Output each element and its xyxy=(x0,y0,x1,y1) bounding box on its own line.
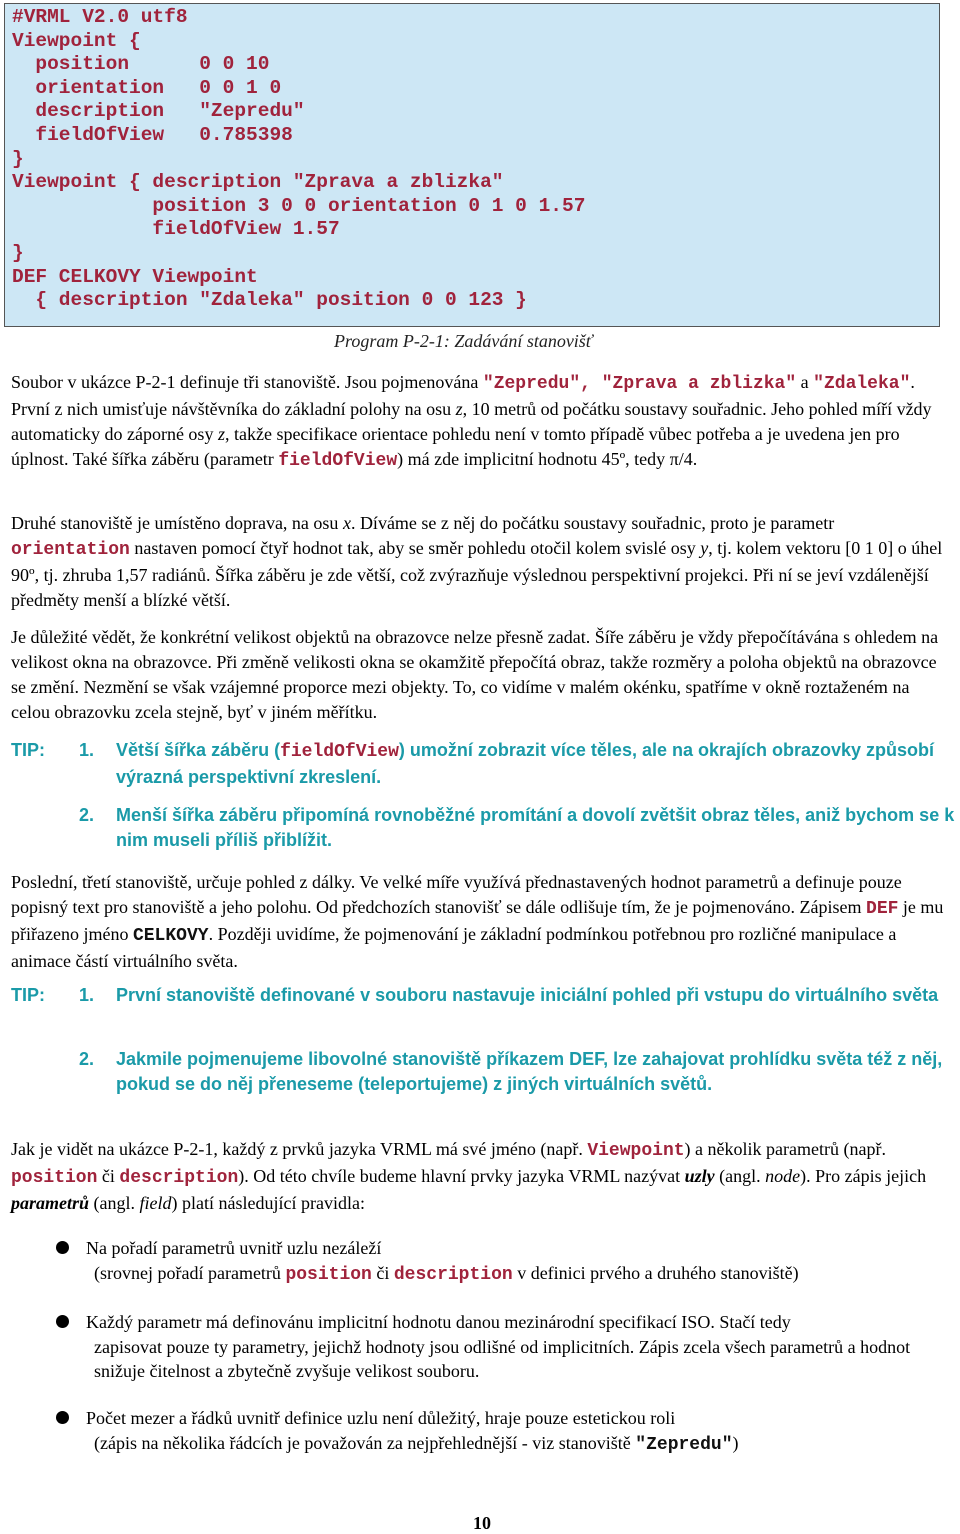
code-line: Viewpoint { xyxy=(12,29,141,52)
code-run: fieldOfView xyxy=(280,742,399,762)
code-run: position xyxy=(11,1168,98,1188)
text-run: ). Od této chvíle budeme hlavní prvky jazyka VRML nazývat xyxy=(238,1166,685,1186)
text-run: Jak je vidět na ukázce P-2-1, každý z prvků jazyka VRML má své jméno (např. xyxy=(11,1139,588,1159)
code-line: { description "Zdaleka" position 0 0 123 } xyxy=(12,289,527,312)
text-run: , tj. kolem vektoru [0 1 0] o úhel 90º, tj. zhruba 1,57 radiánů. Šířka záběru je zde větší, což zvýrazňuje výslednou perspektivní projekci. Při ní se jeví vzdálenější předměty menší a blízké větší. xyxy=(11,538,943,610)
bullet-text: Počet mezer a řádků uvnitř definice uzlu není důležitý, hraje pouze estetickou roli xyxy=(86,1408,676,1428)
code-line: #VRML V2.0 utf8 xyxy=(12,6,188,28)
text-run: (zápis na několika řádcích je považován za nejpřehlednější - viz stanoviště xyxy=(94,1432,636,1453)
code-run: fieldOfView xyxy=(278,451,398,471)
bullet-dot-icon xyxy=(56,1241,69,1254)
text-run: ) platí následující pravidla: xyxy=(171,1193,365,1213)
code-run: Viewpoint xyxy=(587,1141,685,1161)
text-run: či xyxy=(97,1166,120,1186)
code-run: "Zdaleka" xyxy=(813,374,911,394)
text-run: Druhé stanoviště je umístěno doprava, na osu xyxy=(11,513,343,533)
bullet-text-continued xyxy=(94,1431,954,1458)
text-run: , takže specifikace orientace pohledu není v tomto případě vůbec potřeba a je uvedena jen pro úplnost. Také šířka záběru (parametr xyxy=(11,424,900,469)
text-run: je mu přiřazeno jméno xyxy=(11,897,944,944)
tip-text: Menší šířka záběru připomíná rovnoběžné promítání a dovolí zvětšit obraz těles, aniž bychom se k nim museli příliš přiblížit. xyxy=(116,805,955,850)
bold-italic-run: uzly xyxy=(684,1166,715,1186)
code-run: "Zepredu", "Zprava a zblizka" xyxy=(482,374,797,394)
italic-run: y xyxy=(700,538,709,558)
bullet-dot-icon xyxy=(56,1411,69,1424)
tip-label: TIP: xyxy=(11,740,45,760)
tip-text: Jakmile pojmenujeme libovolné stanoviště příkazem DEF, lze zahajovat prohlídku světa též z něj, pokud se do něj přeneseme (teleportujeme) z jiných virtuálních světů. xyxy=(116,1049,943,1094)
tip-number: 1. xyxy=(79,740,95,760)
italic-run: x xyxy=(342,513,351,533)
bold-italic-run: parametrů xyxy=(11,1193,90,1213)
text-run: nastaven pomocí čtyř hodnot tak, aby se směr pohledu otočil kolem svislé osy xyxy=(129,538,701,558)
code-line: description "Zepredu" xyxy=(12,100,305,123)
code-line: orientation 0 0 1 0 xyxy=(12,76,282,99)
code-line: fieldOfView 0.785398 xyxy=(12,123,293,146)
paragraph-viewpoints-intro xyxy=(11,370,951,474)
tip-number: 1. xyxy=(79,985,95,1005)
bullet-text: Každý parametr má definovánu implicitní hodnotu danou mezinárodní specifikací ISO. Stačí tedy xyxy=(86,1312,791,1332)
text-run: (angl. xyxy=(89,1193,140,1213)
italic-run: z xyxy=(455,399,463,419)
italic-run: field xyxy=(139,1193,172,1213)
text-run: ) a několik parametrů (např. xyxy=(684,1139,886,1159)
code-line: fieldOfView 1.57 xyxy=(12,218,340,241)
code-run: CELKOVY xyxy=(132,926,209,946)
text-run: (srovnej pořadí parametrů xyxy=(94,1262,286,1283)
code-run: description xyxy=(393,1264,513,1285)
code-run: position xyxy=(285,1264,372,1285)
code-listing xyxy=(5,4,939,313)
text-run: . První z nich umisťuje návštěvníka do základní polohy na osu xyxy=(11,372,915,419)
tip-number: 2. xyxy=(79,1049,95,1069)
text-run: . Díváme se z něj do počátku soustavy souřadnic, proto je parametr xyxy=(350,513,835,533)
bullet-text-continued: zapisovat pouze ty parametry, jejichž hodnoty jsou odlišné od implicitních. Zápis zcela všech parametrů a hodnot snižuje čitelnost a zbytečně zvyšuje velikost souboru. xyxy=(94,1336,911,1381)
tip-number: 2. xyxy=(79,805,95,825)
text-run: ) má zde implicitní hodnotu 45º, tedy π/4. xyxy=(397,449,698,469)
text-run: v definici prvého a druhého stanoviště) xyxy=(512,1262,799,1283)
text-run: Větší šířka záběru ( xyxy=(116,740,281,760)
text-run: ). Pro zápis jejich xyxy=(800,1166,927,1186)
italic-run: node xyxy=(765,1166,801,1186)
tip-text: První stanoviště definované v souboru nastavuje iniciální pohled při vstupu do virtuálního světa xyxy=(116,985,939,1005)
text-run: , 10 metrů od počátku soustavy souřadnic. Jeho pohled míří vždy automaticky do záporné osy xyxy=(11,399,932,444)
page-number: 10 xyxy=(473,1513,491,1533)
text-run: Soubor v ukázce P-2-1 definuje tři stanoviště. Jsou pojmenována xyxy=(11,372,483,392)
listing-caption: Program P-2-1: Zadávání stanovišť xyxy=(334,331,593,351)
text-run: a xyxy=(796,372,814,392)
paragraph-object-size: Je důležité vědět, že konkrétní velikost objektů na obrazovce nelze přesně zadat. Šíře záběru je vždy přepočítávána s ohledem na velikost okna na obrazovce. Při změně velikosti okna se okamžitě přepočítá obraz, takže rozměry a poloha objektů na obrazovce se změní. Nezmění se však vzájemné proporce mezi objekty. To, co vidíme v malém okénku, spatříme v okně roztaženém na celou obrazovku zcela stejně, byť v jiném měřítku. xyxy=(11,627,939,722)
text-run: (angl. xyxy=(714,1166,766,1186)
code-line: } xyxy=(12,241,24,264)
paragraph-third-viewpoint xyxy=(11,870,951,974)
italic-run: z xyxy=(217,424,225,444)
code-line: DEF CELKOVY Viewpoint xyxy=(12,265,258,288)
text-run: ) umožní zobrazit více těles, ale na okrajích obrazovky způsobí výrazná perspektivní zkreslení. xyxy=(116,740,935,787)
bullet-text: Na pořadí parametrů uvnitř uzlu nezáleží xyxy=(86,1238,382,1258)
code-run: "Zepredu" xyxy=(635,1434,733,1455)
code-run: DEF xyxy=(866,899,899,919)
bullet-dot-icon xyxy=(56,1315,69,1328)
paragraph-second-viewpoint xyxy=(11,511,951,613)
paragraph-nodes-fields xyxy=(11,1137,951,1216)
tip-label: TIP: xyxy=(11,985,45,1005)
code-run: orientation xyxy=(11,540,130,560)
text-run: . Později uvidíme, že pojmenování je základní podmínkou potřebnou pro rozličné manipulace a animace částí virtuálního světa. xyxy=(11,924,897,971)
code-line: Viewpoint { description "Zprava a zblizka" xyxy=(12,171,504,194)
code-line: position 3 0 0 orientation 0 1 0 1.57 xyxy=(12,194,586,217)
code-line: position 0 0 10 xyxy=(12,53,270,76)
code-run: description xyxy=(119,1168,239,1188)
text-run: Poslední, třetí stanoviště, určuje pohled z dálky. Ve velké míře využívá přednastavených hodnot parametrů a definuje pouze popisný text pro stanoviště a jeho polohu. Od předchozích stanovišť se dále odlišuje tím, že je pojmenováno. Zápisem xyxy=(11,872,902,917)
bullet-text-continued xyxy=(94,1261,954,1288)
text-run: či xyxy=(371,1262,394,1283)
code-listing-box xyxy=(4,3,940,327)
text-run: ) xyxy=(732,1432,739,1453)
code-line: } xyxy=(12,147,24,170)
tip-text xyxy=(116,738,956,789)
